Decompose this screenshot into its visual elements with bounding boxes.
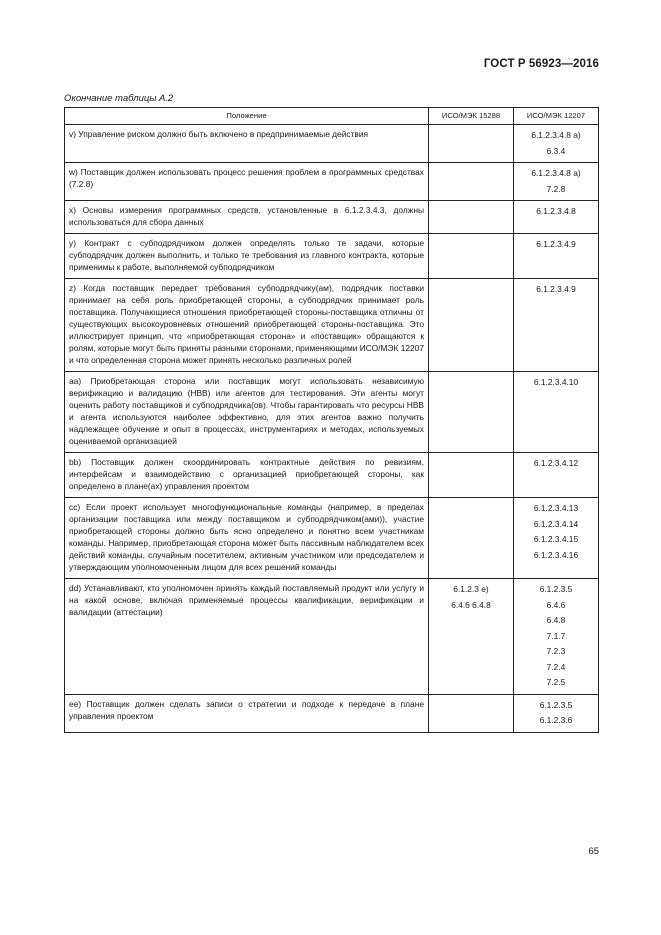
iso-12207-ref: 6.1.2.3.4.9 (536, 239, 576, 249)
iso-15288-ref-cell (429, 694, 514, 732)
table-row (65, 579, 599, 695)
iso-12207-ref: 6.1.2.3.4.8 a) (531, 130, 581, 140)
column-header-provision: Положение (65, 108, 429, 125)
table-caption: Окончание таблицы А.2 (64, 93, 174, 104)
document-code: ГОСТ Р 56923—2016 (483, 58, 599, 70)
iso-12207-ref: 7.1.7 (546, 630, 566, 641)
table-row (65, 372, 599, 453)
iso-12207-ref: 7.2.3 (546, 646, 566, 656)
table-row (65, 234, 599, 279)
iso-12207-ref: 6.1.2.3.4.12 (533, 458, 579, 468)
iso-12207-ref-cell (514, 279, 599, 372)
iso-12207-ref: 6.1.2.3.4.10 (533, 377, 579, 387)
iso-12207-ref: 6.1.2.3.4.16 (533, 549, 579, 560)
iso-12207-ref-cell (514, 234, 599, 279)
iso-15288-ref-cell (429, 201, 514, 234)
iso-12207-ref: 6.1.2.3.4.8 (536, 206, 576, 216)
table-row (65, 125, 599, 163)
provision-cell: v) Управление риском должно быть включено в предпринимаемые действия (65, 125, 429, 163)
iso-15288-ref-cell (429, 579, 514, 695)
provision-cell: bb) Поставщик должен скоординировать контрактные действия по ревизиям, интерфейсам и взаимодействию с организацией приобретающей стороны, как определено в плане(ах) управления проектом (65, 453, 429, 498)
provision-cell: аа) Приобретающая сторона или поставщик могут использовать независимую верификацию и валидацию (НВВ) или агентов для тестирования. Эти агенты могут оценить работу поставщиков и субподрядчика(ов). Чтобы гарантировать что ресурсы НВВ и агента используются наиболее эффективно, для этих агентов важно получить надлежащее обучение и опыт в процессах, инструментариях и методах, используемых оцениваемой организацией (65, 372, 429, 453)
iso-12207-ref: 6.1.2.3.4.15 (533, 534, 579, 544)
page-number: 65 (588, 846, 599, 857)
iso-12207-ref: 6.1.2.3.5 (539, 584, 573, 594)
iso-12207-ref: 6.1.2.3.4.9 (536, 284, 576, 294)
iso-15288-ref-cell (429, 372, 514, 453)
iso-12207-ref: 7.2.4 (546, 661, 566, 672)
iso-15288-ref-cell (429, 279, 514, 372)
iso-15288-ref-cell (429, 125, 514, 163)
iso-12207-ref: 6.4.6 (546, 599, 566, 610)
iso-12207-ref: 7.2.5 (546, 677, 566, 687)
column-header-iso-15288: ИСО/МЭК 15288 (429, 108, 514, 125)
iso-12207-ref: 6.4.8 (546, 615, 566, 625)
iso-12207-ref-cell (514, 694, 599, 732)
iso-12207-ref-cell (514, 163, 599, 201)
iso-12207-ref-cell (514, 453, 599, 498)
table-row (65, 694, 599, 732)
requirements-table (64, 107, 599, 733)
iso-12207-ref-cell (514, 579, 599, 695)
iso-15288-ref: 6.1.2.3 е) (453, 584, 489, 594)
table-header-row (65, 108, 599, 125)
iso-12207-ref: 6.1.2.3.5 (539, 699, 573, 710)
iso-12207-ref: 6.3.4 (546, 145, 566, 156)
provision-cell: ее) Поставщик должен сделать записи о стратегии и подходе к передаче в плане управления проектом (65, 694, 429, 732)
iso-12207-ref: 6.1.2.3.4.13 (533, 503, 579, 513)
iso-15288-ref-cell (429, 163, 514, 201)
provision-cell: cc) Если проект использует многофункциональные команды (например, в пределах организации поставщика или между поставщиком и субподрядчиком(ами)), участие приобретающей стороны должно быть ясно определено и понятно всем участникам команды. Например, приобретающая сторона может быть пассивным наблюдателем всех действий команды, случайным посетителем, активным участником или председателем и утверждающим уполномоченным лицом для всех решений команды (65, 498, 429, 579)
iso-12207-ref-cell (514, 498, 599, 579)
table-row (65, 498, 599, 579)
column-header-iso-12207: ИСО/МЭК 12207 (514, 108, 599, 125)
iso-12207-ref: 7.2.8 (546, 183, 566, 194)
iso-12207-ref-cell (514, 125, 599, 163)
table-body (65, 125, 599, 733)
provision-cell: x) Основы измерения программных средств, установленные в 6.1.2.3.4.3, должны использоваться для сбора данных (65, 201, 429, 234)
provision-cell: z) Когда поставщик передает требования субподрядчику(ам), подрядчик поставки принимает на себя роль приобретающей стороны, а субподрядчик принимает роль поставщика. Получающиеся отношения приобретающей стороны-поставщика отличны от существующих высокоуровневых отношений приобретающей стороны-поставщика. Это иллюстрирует принцип, что «приобретающая сторона» и «поставщик» обращаются к ролям, которые могут быть приняты разными сторонами, применяющими ИСО/МЭК 12207 и что определенная сторона может принять несколько различных ролей (65, 279, 429, 372)
table-row (65, 453, 599, 498)
iso-15288-ref-cell (429, 453, 514, 498)
iso-15288-ref-cell (429, 498, 514, 579)
provision-cell: y) Контракт с субподрядчиком должен определять только те задачи, которые субподрядчик должен выполнить, и только те требования из главного контракта, которые применимы к работе, выполняемой субподрядчиком (65, 234, 429, 279)
table-row (65, 279, 599, 372)
iso-15288-ref-cell (429, 234, 514, 279)
table-row (65, 201, 599, 234)
table-row (65, 163, 599, 201)
provision-cell: w) Поставщик должен использовать процесс решения проблем в программных средствах (7.2.8) (65, 163, 429, 201)
iso-12207-ref: 6.1.2.3.4.14 (533, 518, 579, 529)
iso-12207-ref: 6.1.2.3.4.8 a) (531, 168, 581, 178)
iso-15288-ref: 6.4.6 6.4.8 (451, 599, 491, 610)
provision-cell: dd) Устанавливают, кто уполномочен принять каждый поставляемый продукт или услугу и на какой основе, включая применяемые процессы квалификации, верификации и валидации (аттестации) (65, 579, 429, 695)
iso-12207-ref: 6.1.2.3.6 (539, 715, 573, 725)
iso-12207-ref-cell (514, 372, 599, 453)
iso-12207-ref-cell (514, 201, 599, 234)
